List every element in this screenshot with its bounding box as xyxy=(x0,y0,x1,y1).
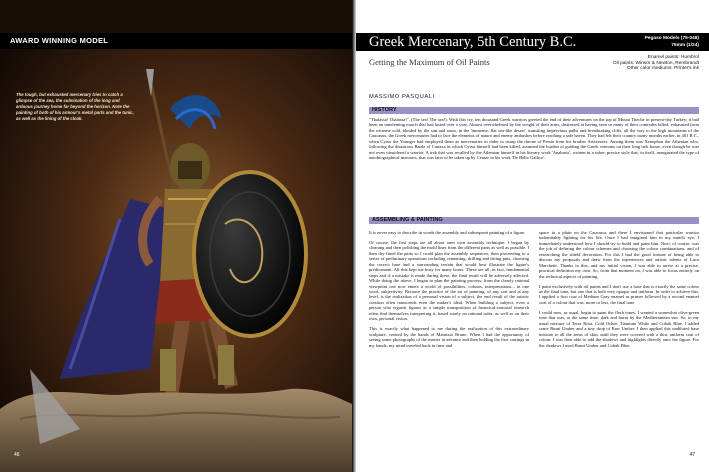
kit-code: Pegaso Models (75-048) xyxy=(644,36,699,41)
article-subtitle: Getting the Maximum of Oil Paints xyxy=(369,57,490,67)
paints-enamel: Enamel paints: Humbrol xyxy=(647,55,699,60)
author-name: MASSIMO PASQUALI xyxy=(369,94,435,100)
history-paragraph: "Thalassa! Thalassa!", (The sea! The sea!). With this cry, ten thousand Greek warriors greeted the end of their adventures on the top of Mount Theche in present-day Turkey; it had been an unrelenting march that had lasted over a year. Almost overwhelmed by the weight of their arms, distressed at having seen so many of their comrades killed, exhausted from the extreme cold, blinded by the sun and snow, in the 'immense, flat sea-like desert', transiting impervious paths and breathtaking cliffs, all the way to the high mountains of the Caucasus, the Greek mercenaries had to face the elements of nature and enemy ambushes before reaching a safe haven. They had left their country many months earlier, in 401 B.C., when Cyrus the Younger had employed them as mercenaries in order to usurp the throne of Persia from his brother Artaxerxes. Among them was Xenophon the Athenian who, following the disastrous Battle of Cunaxa in which Cyrus himself had been killed, assumed the burden of guiding the Greek veterans on their long trek home, even though he was not even considered a warrior. A trek that was recalled by the Athenian himself in his literary work 'Anabasis', written in a sober, precise style that, in itself, inaugurated the type of autobiographical memoirs, that was later to be taken up by Ceasar in his work 'De Bello Gallico'. xyxy=(369,117,699,161)
paragraph: I could now, as usual, begin to paint the flesh tones. I wanted a somewhat olive-green tone that was, at the same time, dark and burnt by the Mediterranean sun. So, to my usual mixture of Terra Rosa, Cold Ochre, Titanium White and Cobalt Blue, I added some Burnt Umber and a tiny drop of Raw Umber. I then applied this undiluted base mixture to all the areas of skin, until they were covered with a thin, uniform coat of colour. I was then able to add the shadows and highlights directly onto the figure. For the shadows I used Burnt Umber and Cobalt Blue, xyxy=(539,309,699,348)
paints-list xyxy=(613,55,699,72)
photo-caption: The tough, but exhausted mercenary tries to catch a glimpse of the sea, the culmination of the long and arduous journey home far beyond the horizon. Note the painting of both of his armour's metal parts and the tunic, as well as the lining of the cloak. xyxy=(16,92,134,121)
paints-oil: Oil paints: Winsor & Newton, Rembrandt xyxy=(612,60,699,66)
paragraph: It is never easy to describe in words the assembly and subsequent painting of a figure. xyxy=(369,230,526,235)
kit-scale: 75mm (1/24) xyxy=(671,43,699,48)
paints-other: Other color mediums: Printer's ink xyxy=(626,66,699,72)
text-column-right xyxy=(539,230,699,353)
left-page xyxy=(0,0,352,472)
paragraph: I paint exclusively with oil paints and I don't use a base that is exactly the same colour as the final tone, but one that is both very opaque and uniform. In order to achieve this, I applied a first coat of Medium Gray enamel as primer followed by a second enamel coat of a colour that was, more or less, the final tone. xyxy=(539,283,699,305)
paragraph: space to a plain on the Caucasus and there I envisioned that particular warrior indomitably fighting for his life. Once I had imagined him in my mind's eye, I immediately understood how I should try to build and paint him. Next, of course, was the job of defining the colour schemes and choosing the colour combinations, and of researching the shield decoration. For this I had the good fortune of being able to discuss my proposals and draw from the experiences and artistic talents of Luca Marchetti. Thanks to this, and my initial vision, I was able to arrive at a precise, practical definition my own. So, from that moment on, I was able to focus entirely on the technical aspects of painting. xyxy=(539,230,699,279)
history-heading: HISTORY xyxy=(372,107,397,113)
right-page xyxy=(356,0,709,472)
article-title: Greek Mercenary, 5th Century B.C. xyxy=(369,34,577,50)
paragraph: Of course, the first steps are all about ones own assembly technique: I began by cleaning and then polishing the mold lines from the different parts as well as possible. I then dry-fitted the parts so I could plan the assembly sequences, then proceeding to a series of preliminary operations including cementing, drilling and fitting pins, choosing the correct base and a surrounding terrain that would best illustrate the figure's predicament. All this kept me busy for many hours. These are all, in fact, fundamental steps and if a mistake is made during these, the final result will be adversely affected. While doing the above, I began to plan the painting process; from the clearly rational viewpoint one now enters a world of possibilities, colours, interpretations... in one word, subjectivity. Because the practice of the art of painting, of any sort and at any level, is the realization of a personal vision of a subject, the end result of the artistic creation often transcends even the maker's ideal. When building a subject, even a person who regards figures as a simple transposition of historical-sartorial research often find themselves interpreting it, based surely on rational rules, as well as on their own, personal vision. xyxy=(369,239,529,322)
text-column-left xyxy=(369,230,529,353)
page-number-right: 47 xyxy=(689,452,695,458)
paragraph: This is exactly what happened to me during the realization of this extraordinary sculpture, created by the hands of Maurizio Bruno. When I had the opportunity of seeing some photographs of the master in advance and then holding the first castings in my hands, my mind traveled back in time and xyxy=(369,326,529,348)
assembly-heading-bar xyxy=(369,217,699,224)
assembly-heading: ASSEMBLING & PAINTING xyxy=(372,217,443,223)
history-heading-bar xyxy=(369,107,699,114)
award-label: AWARD WINNING MODEL xyxy=(10,36,109,45)
page-number-left: 46 xyxy=(14,452,20,458)
